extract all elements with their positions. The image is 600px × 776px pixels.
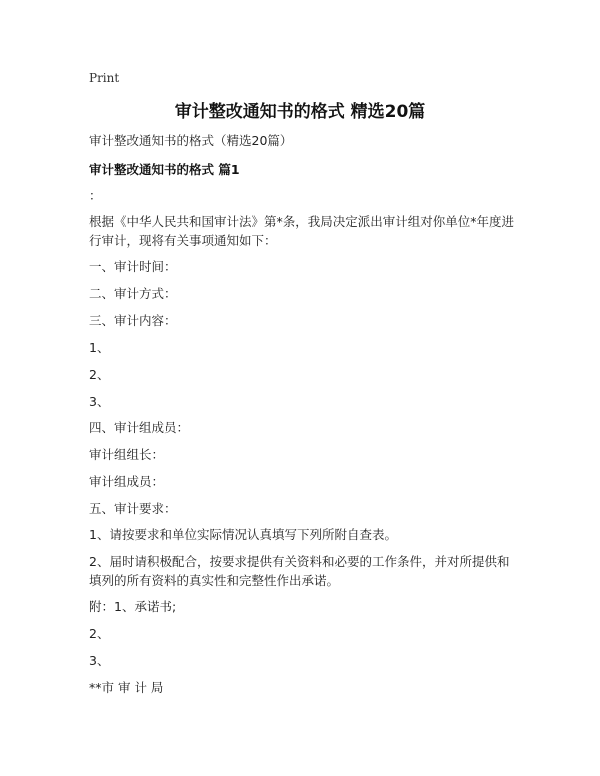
content-sub-item-3: 3、: [89, 394, 110, 409]
team-members-line: 审计组成员：: [89, 474, 165, 489]
section-heading: 审计整改通知书的格式 篇1: [89, 162, 240, 177]
subtitle-line: 审计整改通知书的格式（精选20篇）: [89, 133, 293, 148]
salutation-colon: ：: [89, 188, 102, 203]
item-audit-time: 一、审计时间：: [89, 259, 177, 274]
requirement-1: 1、请按要求和单位实际情况认真填写下列所附自查表。: [89, 527, 397, 542]
intro-paragraph: 根据《中华人民共和国审计法》第*条，我局决定派出审计组对你单位*年度进行审计，现将有关事项通知如下：: [89, 214, 515, 248]
content-sub-item-1: 1、: [89, 340, 110, 355]
team-leader-line: 审计组组长：: [89, 447, 165, 462]
item-audit-team: 四、审计组成员：: [89, 420, 190, 435]
signature-line: **市 审 计 局: [89, 680, 164, 695]
content-sub-item-2: 2、: [89, 367, 110, 382]
item-audit-method: 二、审计方式：: [89, 286, 177, 301]
requirement-2: 2、届时请积极配合，按要求提供有关资料和必要的工作条件，并对所提供和填列的所有资料的真实性和完整性作出承诺。: [89, 554, 510, 588]
attachment-line: 附：1、承诺书;: [89, 599, 177, 614]
document-title: 审计整改通知书的格式 精选20篇: [174, 102, 426, 122]
item-audit-content: 三、审计内容：: [89, 313, 177, 328]
print-label[interactable]: Print: [89, 71, 120, 85]
attachment-item-3: 3、: [89, 653, 110, 668]
item-audit-requirements: 五、审计要求：: [89, 501, 177, 516]
attachment-item-2: 2、: [89, 626, 110, 641]
